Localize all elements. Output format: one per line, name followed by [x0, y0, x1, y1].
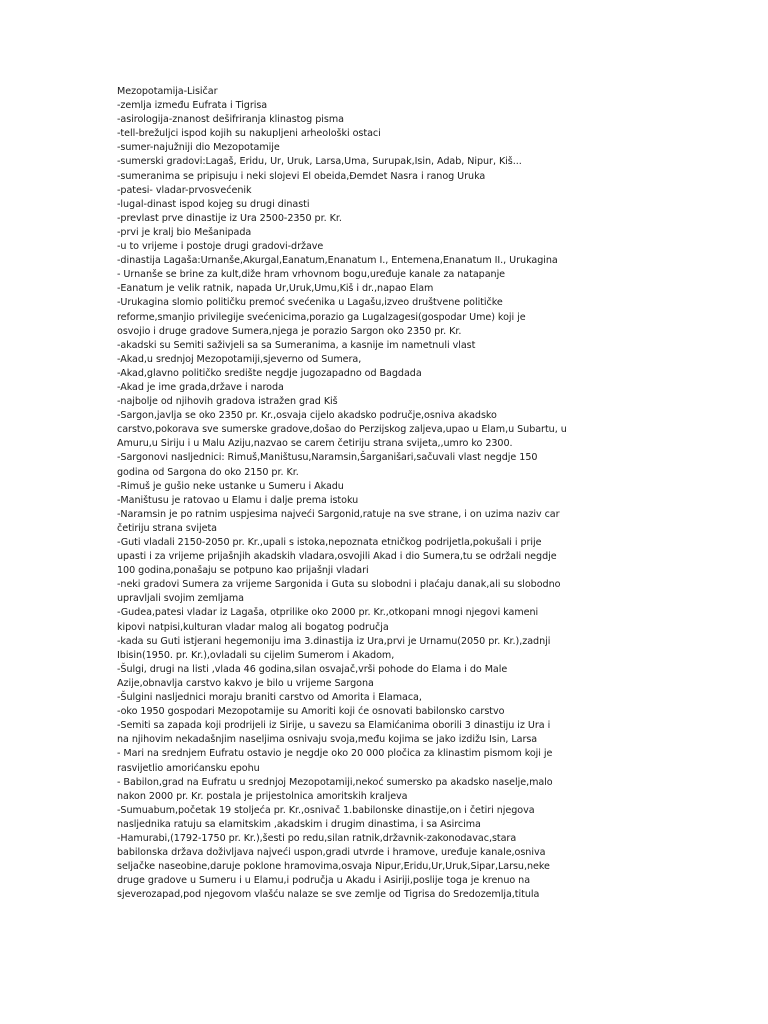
text-line: upasti i za vrijeme prijašnjih akadskih vladara,osvojili Akad i dio Sumera,tu se održali negdje [117, 551, 557, 563]
text-line: osvojio i druge gradove Sumera,njega je porazio Sargon oko 2350 pr. Kr. [117, 325, 462, 337]
text-line: -Sargon,javlja se oko 2350 pr. Kr.,osvaja cijelo akadsko područje,osniva akadsko [117, 410, 497, 422]
text-line: četiriju strana svijeta [117, 522, 218, 534]
text-line: -Semiti sa zapada koji prodrijeli iz Sirije, u savezu sa Elamićanima oborili 3 dinastiju iz Ura i [117, 720, 551, 732]
text-line: -Šulgini nasljednici moraju braniti carstvo od Amorita i Elamaca, [117, 692, 422, 704]
text-line: Ibisin(1950. pr. Kr.),ovladali su cijelim Sumerom i Akadom, [117, 649, 395, 661]
text-line: -lugal-dinast ispod kojeg su drugi dinasti [117, 198, 310, 210]
text-line: rasvijetlio amorićansku epohu [117, 762, 260, 774]
text-line: -Rimuš je gušio neke ustanke u Sumeru i Akadu [117, 480, 344, 492]
text-line: - Urnanše se brine za kult,diže hram vrhovnom bogu,uređuje kanale za natapanje [117, 269, 506, 281]
text-line: -Akad,u srednjoj Mezopotamiji,sjeverno od Sumera, [117, 353, 362, 365]
text-line: babilonska država doživljava najveći uspon,gradi utvrde i hramove, uređuje kanale,osniva [117, 847, 546, 859]
text-line: nakon 2000 pr. Kr. postala je prijestolnica amoritskih kraljeva [117, 790, 408, 802]
document-page [117, 85, 742, 902]
text-line: -Sumuabum,početak 19 stoljeća pr. Kr.,osnivač 1.babilonske dinastije,on i četiri njegova [117, 804, 535, 816]
text-line: -Urukagina slomio političku premoć svećenika u Lagašu,izveo društvene političke [117, 297, 503, 309]
text-line: Amuru,u Siriju i u Malu Aziju,nazvao se carem četiriju strana svijeta,,umro ko 2300. [117, 438, 513, 450]
text-line: druge gradove u Sumeru i u Elamu,i područja u Akadu i Asiriji,poslije toga je krenuo na [117, 875, 531, 887]
text-line: -asirologija-znanost dešifriranja klinastog pisma [117, 114, 344, 126]
text-line: -Akad je ime grada,države i naroda [117, 381, 284, 393]
text-line: -Akad,glavno političko središte negdje jugozapadno od Bagdada [117, 367, 422, 379]
text-line: -Sargonovi nasljednici: Rimuš,Maništusu,Naramsin,Šarganišari,sačuvali vlast negdje 150 [117, 452, 538, 464]
text-line: -patesi- vladar-prvosvećenik [117, 184, 252, 196]
text-line: -Guti vladali 2150-2050 pr. Kr.,upali s istoka,nepoznata etničkog podrijetla,pokušali i prije [117, 537, 542, 548]
text-line: sjeverozapad,pod njegovom vlašću nalaze se sve zemlje od Tigrisa do Sredozemlja,titula [117, 889, 540, 901]
document-title: Mezopotamija-Lisičar [117, 86, 218, 97]
text-line: seljačke naseobine,daruje poklone hramovima,osvaja Nipur,Eridu,Ur,Uruk,Sipar,Larsu,neke [117, 861, 550, 873]
text-line: -kada su Guti istjerani hegemoniju ima 3.dinastija iz Ura,prvi je Urnamu(2050 pr. Kr.),zadnji [117, 635, 551, 647]
text-line: - Babilon,grad na Eufratu u srednjoj Mezopotamiji,nekoć sumersko pa akadsko naselje,malo [117, 776, 553, 788]
text-line: -sumerski gradovi:Lagaš, Eridu, Ur, Uruk, Larsa,Uma, Surupak,Isin, Adab, Nipur, Kiš... [117, 156, 522, 168]
text-line: -Hamurabi,(1792-1750 pr. Kr.),šesti po redu,silan ratnik,državnik-zakonodavac,stara [117, 832, 517, 844]
text-line: -Šulgi, drugi na listi ,vlada 46 godina,silan osvajač,vrši pohode do Elama i do Male [117, 663, 508, 675]
text-line: -Gudea,patesi vladar iz Lagaša, otprilike oko 2000 pr. Kr.,otkopani mnogi njegovi kameni [117, 607, 539, 619]
text-line: reforme,smanjio privilegije svećenicima,porazio ga Lugalzagesi(gospodar Ume) koji je [117, 311, 526, 323]
text-line: carstvo,pokorava sve sumerske gradove,došao do Perzijskog zaljeva,upao u Elam,u Subartu, u [117, 424, 567, 436]
text-line: nasljednika ratuju sa elamitskim ,akadskim i drugim dinastima, i sa Asircima [117, 818, 481, 830]
text-line: godina od Sargona do oko 2150 pr. Kr. [117, 466, 299, 478]
text-line: -sumeranima se pripisuju i neki slojevi El obeida,Đemdet Nasra i ranog Uruka [117, 170, 486, 182]
text-line: Azije,obnavlja carstvo kakvo je bilo u vrijeme Sargona [117, 677, 374, 689]
text-line: kipovi natpisi,kulturan vladar malog ali bogatog područja [117, 621, 389, 633]
text-line: -Eanatum je velik ratnik, napada Ur,Uruk,Umu,Kiš i dr.,napao Elam [117, 283, 434, 295]
text-line: -Naramsin je po ratnim uspjesima najveći Sargonid,ratuje na sve strane, i on uzima naziv car [117, 508, 560, 520]
text-line: -Maništusu je ratovao u Elamu i dalje prema istoku [117, 494, 359, 506]
text-line: -tell-brežuljci ispod kojih su nakupljeni arheološki ostaci [117, 128, 381, 140]
text-line: -akadski su Semiti saživjeli sa sa Sumeranima, a kasnije im nametnuli vlast [117, 339, 476, 351]
text-line: -dinastija Lagaša:Urnanše,Akurgal,Eanatum,Enanatum I., Entemena,Enanatum II., Urukagina [117, 255, 558, 267]
text-line: -oko 1950 gospodari Mezopotamije su Amoriti koji će osnovati babilonsko carstvo [117, 706, 505, 718]
text-line: -u to vrijeme i postoje drugi gradovi-države [117, 241, 324, 253]
text-line: - Mari na srednjem Eufratu ostavio je negdje oko 20 000 pločica za klinastim pismom koji je [117, 748, 553, 760]
text-line: -neki gradovi Sumera za vrijeme Sargonida i Guta su slobodni i plaćaju danak,ali su slobodno [117, 579, 561, 591]
text-line: -sumer-najužniji dio Mezopotamije [117, 142, 280, 154]
text-line: 100 godina,ponašaju se potpuno kao prijašnji vladari [117, 565, 369, 577]
text-line: -zemlja između Eufrata i Tigrisa [117, 100, 268, 112]
text-line: -prvi je kralj bio Mešanipada [117, 226, 252, 238]
text-line: -prevlast prve dinastije iz Ura 2500-2350 pr. Kr. [117, 212, 342, 224]
text-line: na njihovim nekadašnjim naseljima osnivaju svoja,među kojima se jako izdižu Isin, Larsa [117, 734, 538, 746]
text-line: -najbolje od njihovih gradova istražen grad Kiš [117, 396, 338, 408]
text-line: upravljali svojim zemljama [117, 593, 244, 605]
